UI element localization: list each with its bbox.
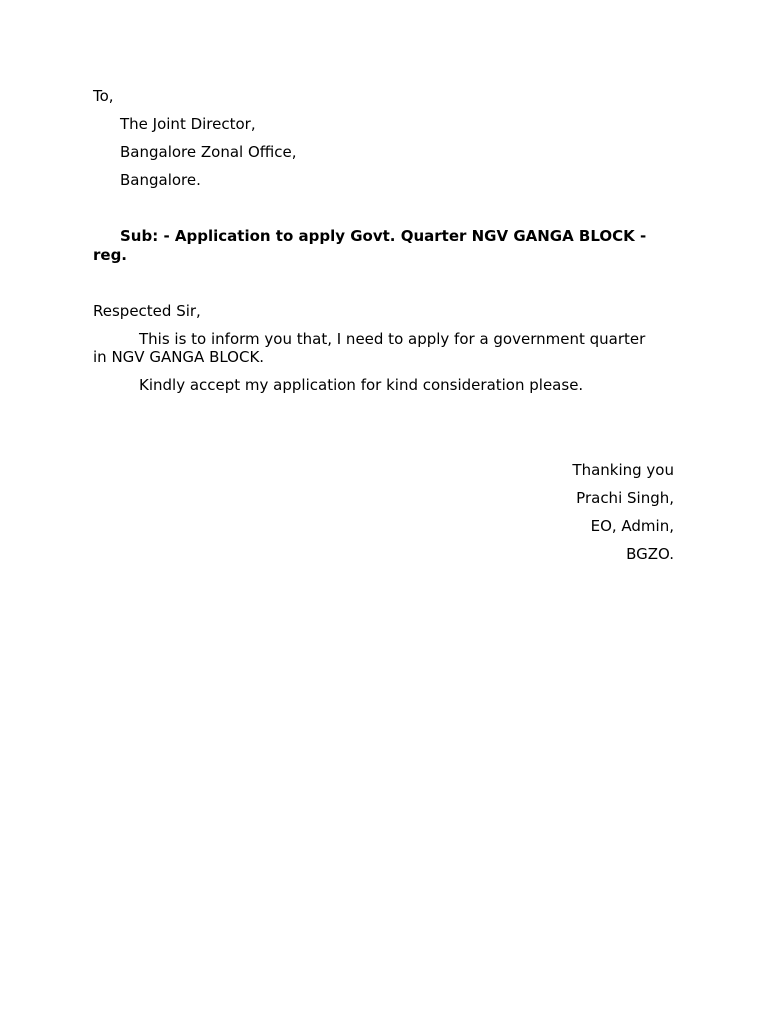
closing-office: BGZO. xyxy=(626,545,674,563)
recipient-office: Bangalore Zonal Office, xyxy=(120,143,297,161)
subject-line-2: reg. xyxy=(93,246,128,264)
closing-designation: EO, Admin, xyxy=(590,517,674,535)
recipient-title: The Joint Director, xyxy=(120,115,256,133)
body-paragraph-1-line-1: This is to inform you that, I need to apply for a government quarter xyxy=(139,330,646,348)
subject-line-1: Sub: - Application to apply Govt. Quarter NGV GANGA BLOCK - xyxy=(120,227,647,245)
closing-thanks: Thanking you xyxy=(572,461,674,479)
to-line: To, xyxy=(93,87,114,105)
closing-name: Prachi Singh, xyxy=(576,489,674,507)
body-paragraph-1-line-2: in NGV GANGA BLOCK. xyxy=(93,348,265,366)
body-paragraph-2: Kindly accept my application for kind consideration please. xyxy=(139,376,584,394)
greeting: Respected Sir, xyxy=(93,302,201,320)
recipient-city: Bangalore. xyxy=(120,171,201,189)
